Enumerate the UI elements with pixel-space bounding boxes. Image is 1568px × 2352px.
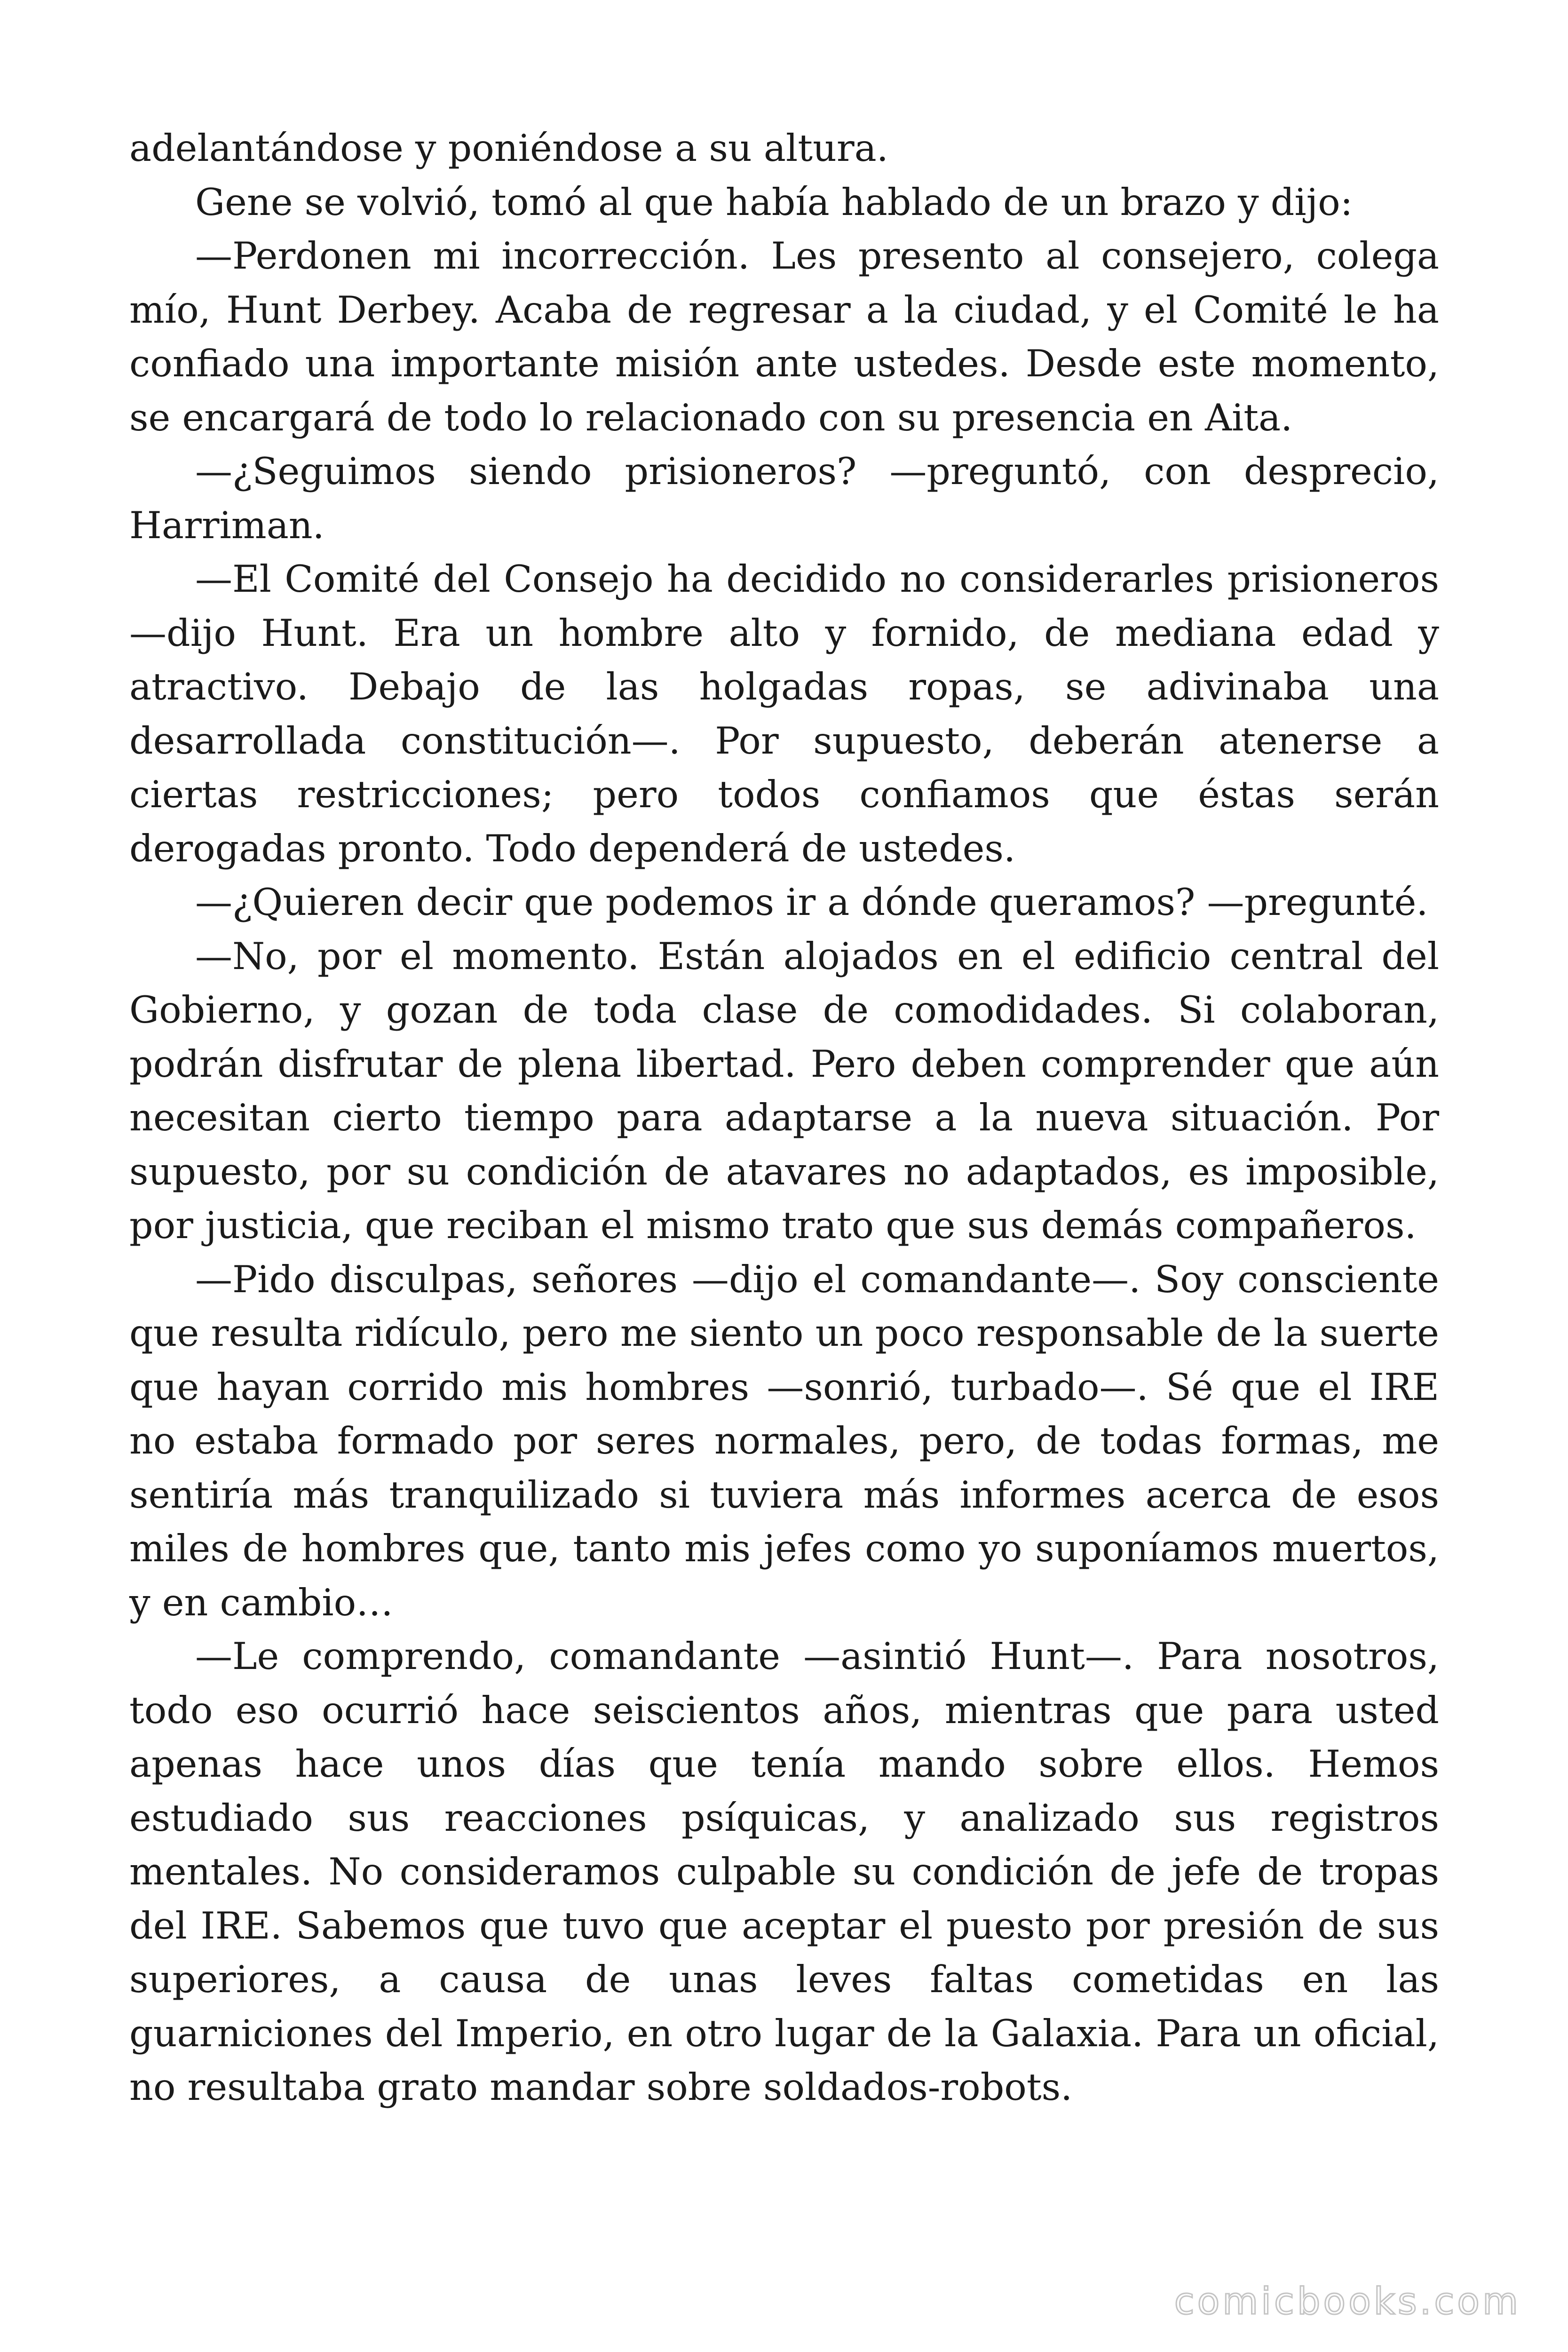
paragraph: —¿Quieren decir que podemos ir a dónde queramos? —pregunté.	[195, 881, 1428, 924]
paragraph: —No, por el momento. Están alojados en el edificio central del Gobierno, y gozan de toda clase de comodidades. Si colaboran, podrán disfrutar de plena libertad. Pero deben comprender que aún necesitan cierto tiempo para adaptarse a la nueva situación. Por supuesto, por su condición de atavares no adaptados, es imposible, por justicia, que reciban el mismo trato que sus demás compañeros.	[129, 934, 1439, 1247]
paragraph: —Perdonen mi incorrección. Les presento al consejero, colega mío, Hunt Derbey. Acaba de regresar a la ciudad, y el Comité le ha confiado una importante misión ante ustedes. Desde este momento, se encargará de todo lo relacionado con su presencia en Aita.	[129, 234, 1439, 439]
paragraph: —¿Seguimos siendo prisioneros? —preguntó, con desprecio, Harriman.	[129, 450, 1439, 547]
paragraph-continuation: adelantándose y poniéndose a su altura.	[129, 127, 888, 170]
body-text	[129, 121, 1439, 2114]
paragraph: —Pido disculpas, señores —dijo el comandante—. Soy consciente que resulta ridículo, pero me siento un poco responsable de la suerte que hayan corrido mis hombres —sonrió, turbado—. Sé que el IRE no estaba formado por seres normales, pero, de todas formas, me sentiría más tranquilizado si tuviera más informes acerca de esos miles de hombres que, tanto mis jefes como yo suponíamos muertos, y en cambio…	[129, 1257, 1439, 1624]
paragraph: —El Comité del Consejo ha decidido no considerarles prisioneros —dijo Hunt. Era un hombre alto y fornido, de mediana edad y atractivo. Debajo de las holgadas ropas, se adivinaba una desarrollada constitución—. Por supuesto, deberán atenerse a ciertas restricciones; pero todos confiamos que éstas serán derogadas pronto. Todo dependerá de ustedes.	[129, 557, 1439, 870]
watermark: comicbooks.com	[1174, 2280, 1521, 2323]
paragraph: Gene se volvió, tomó al que había hablado de un brazo y dijo:	[195, 180, 1353, 224]
paragraph: —Le comprendo, comandante —asintió Hunt—. Para nosotros, todo eso ocurrió hace seiscientos años, mientras que para usted apenas hace unos días que tenía mando sobre ellos. Hemos estudiado sus reacciones psíquicas, y analizado sus registros mentales. No consideramos culpable su condición de jefe de tropas del IRE. Sabemos que tuvo que aceptar el puesto por presión de sus superiores, a causa de unas leves faltas cometidas en las guarniciones del Imperio, en otro lugar de la Galaxia. Para un oficial, no resultaba grato mandar sobre soldados-robots.	[129, 1635, 1439, 2109]
